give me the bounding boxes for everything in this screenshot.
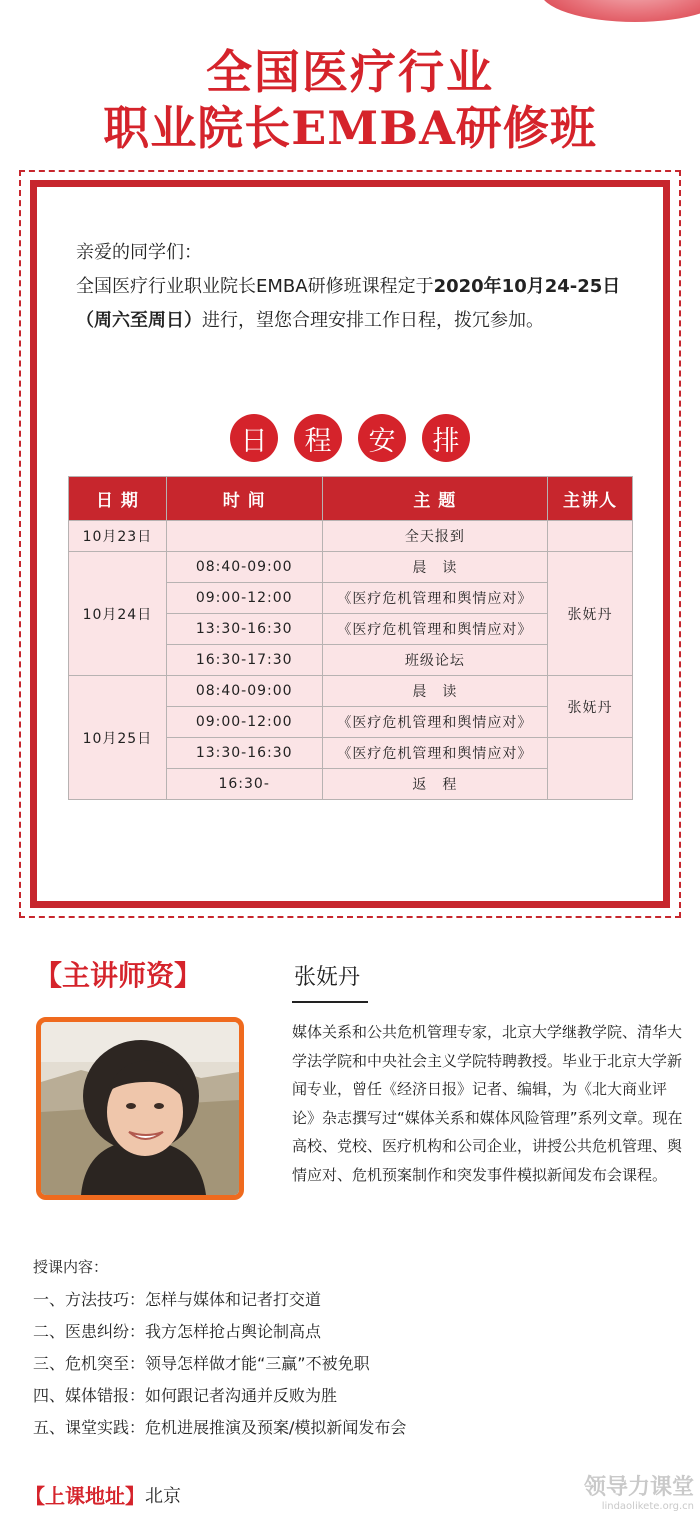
list-item: 三、危机突至：领导怎样做才能“三赢”不被免职 xyxy=(33,1354,370,1373)
list-item: 一、方法技巧：怎样与媒体和记者打交道 xyxy=(33,1290,322,1309)
schedule-title-char: 排 xyxy=(422,414,470,462)
header-date: 日 期 xyxy=(69,477,167,521)
cell-topic: 返 程 xyxy=(322,769,548,800)
schedule-table xyxy=(68,476,633,800)
cell-date: 10月24日 xyxy=(69,552,167,676)
list-item: 二、医患纠纷：我方怎样抢占舆论制高点 xyxy=(33,1322,322,1341)
header-time: 时 间 xyxy=(166,477,322,521)
header-speaker: 主讲人 xyxy=(548,477,633,521)
schedule-title-char: 安 xyxy=(358,414,406,462)
cell-date: 10月25日 xyxy=(69,676,167,800)
cell-time: 13:30-16:30 xyxy=(166,614,322,645)
cell-topic: 班级论坛 xyxy=(322,645,548,676)
intro-text xyxy=(76,236,636,338)
teacher-photo xyxy=(36,1017,244,1200)
cell-speaker: 张妩丹 xyxy=(548,552,633,676)
cell-topic: 《医疗危机管理和舆情应对》 xyxy=(322,738,548,769)
cell-topic: 《医疗危机管理和舆情应对》 xyxy=(322,583,548,614)
cell-time: 09:00-12:00 xyxy=(166,707,322,738)
cell-time: 08:40-09:00 xyxy=(166,676,322,707)
course-label: 授课内容： xyxy=(33,1258,109,1276)
intro-text-after: 进行，望您合理安排工作日程，拨冗参加。 xyxy=(202,310,544,331)
cell-date: 10月23日 xyxy=(69,521,167,552)
watermark-url: lindaolikete.org.cn xyxy=(601,1501,694,1512)
teacher-portrait-icon xyxy=(41,1022,239,1195)
cell-time xyxy=(166,521,322,552)
table-row xyxy=(69,676,633,707)
cell-topic: 全天报到 xyxy=(322,521,548,552)
teacher-name: 张妩丹 xyxy=(294,965,361,990)
cell-time: 16:30- xyxy=(166,769,322,800)
address-value: 北京 xyxy=(145,1486,181,1507)
cell-time: 16:30-17:30 xyxy=(166,645,322,676)
cell-speaker-empty xyxy=(548,738,633,800)
intro-paragraph xyxy=(76,270,636,338)
cell-topic: 《医疗危机管理和舆情应对》 xyxy=(322,707,548,738)
list-item: 五、课堂实践：危机进展推演及预案/模拟新闻发布会 xyxy=(33,1418,407,1437)
page-title-line1: 全国医疗行业 xyxy=(206,45,494,99)
teacher-bio: 媒体关系和公共危机管理专家，北京大学继教学院、清华大学法学院和中央社会主义学院特聘教授。毕业于北京大学新闻专业，曾任《经济日报》记者、编辑，为《北大商业评论》杂志撰写过“媒体关系和媒体风险管理”系列文章。现在高校、党校、医疗机构和公司企业，讲授公共危机管理、舆情应对、危机预案制作和突发事件模拟新闻发布会课程。 xyxy=(292,1023,683,1184)
cell-speaker xyxy=(548,521,633,552)
intro-date-bold: 2020年10月24-25日（周六至周日） xyxy=(76,276,621,331)
cell-speaker: 张妩丹 xyxy=(548,676,633,738)
cell-time: 13:30-16:30 xyxy=(166,738,322,769)
watermark xyxy=(584,1470,694,1512)
list-item: 四、媒体错报：如何跟记者沟通并反败为胜 xyxy=(33,1386,338,1405)
table-row xyxy=(69,521,633,552)
teacher-section-tag: 【主讲师资】 xyxy=(34,959,203,992)
cell-time: 08:40-09:00 xyxy=(166,552,322,583)
cell-topic: 晨 读 xyxy=(322,552,548,583)
intro-text-before: 全国医疗行业职业院长EMBA研修班课程定于 xyxy=(76,276,434,297)
corner-decoration xyxy=(540,0,700,22)
table-header-row xyxy=(69,477,633,521)
teacher-name-underline xyxy=(292,1001,368,1003)
header-topic: 主 题 xyxy=(322,477,548,521)
course-list xyxy=(33,1284,406,1444)
cell-time: 09:00-12:00 xyxy=(166,583,322,614)
schedule-title-char: 日 xyxy=(230,414,278,462)
table-row xyxy=(69,552,633,583)
cell-topic: 晨 读 xyxy=(322,676,548,707)
greeting: 亲爱的同学们： xyxy=(76,242,202,263)
schedule-title-char: 程 xyxy=(294,414,342,462)
watermark-title: 领导力课堂 xyxy=(583,1475,694,1500)
address-tag: 【上课地址】 xyxy=(25,1484,145,1508)
cell-topic: 《医疗危机管理和舆情应对》 xyxy=(322,614,548,645)
page-title-line2: 职业院长EMBA研修班 xyxy=(103,101,597,155)
schedule-title xyxy=(0,414,700,462)
